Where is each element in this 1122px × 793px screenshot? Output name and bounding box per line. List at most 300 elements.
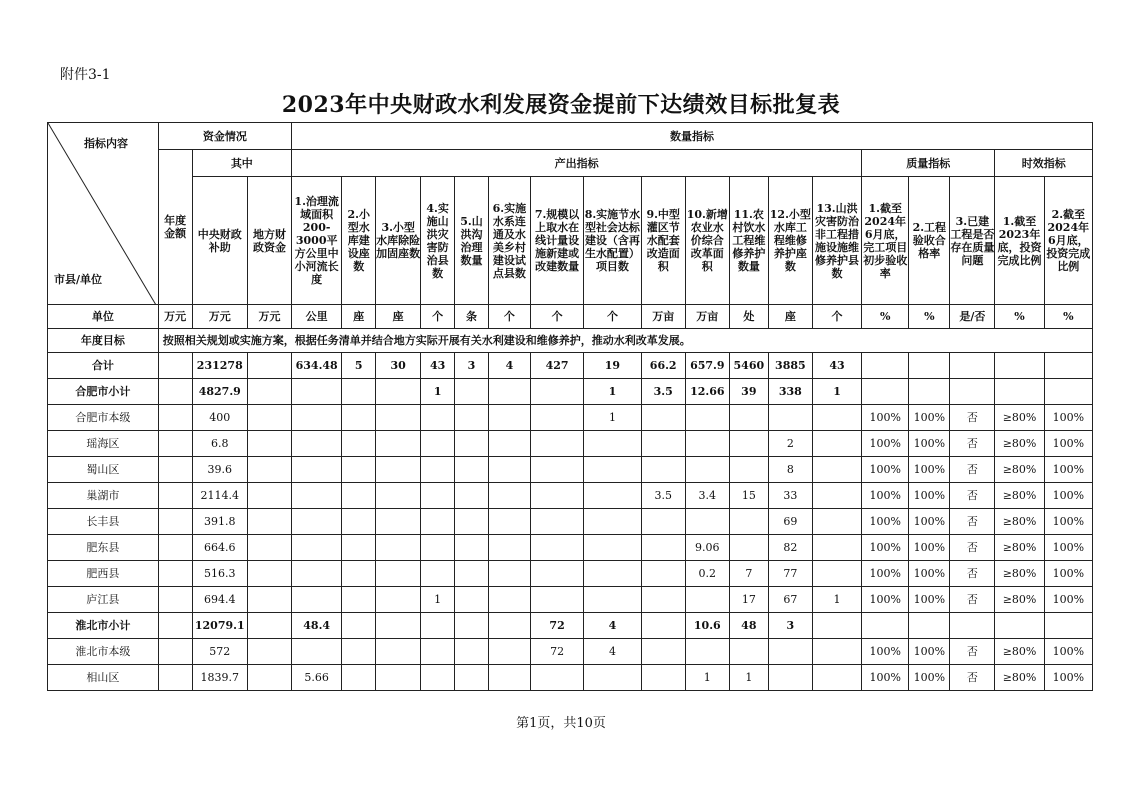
unit-cell: 万亩 [641,305,685,329]
table-cell [342,535,376,561]
unit-cell: 个 [584,305,641,329]
table-cell: 4 [488,353,530,379]
table-cell [292,587,342,613]
table-cell: 19 [584,353,641,379]
table-cell: 2114.4 [192,483,247,509]
table-cell [376,431,421,457]
table-cell: 231278 [192,353,247,379]
table-cell: 否 [950,483,995,509]
table-cell [488,665,530,691]
header-col-output-5: 5.山洪沟治理数量 [455,177,489,305]
table-cell [455,509,489,535]
unit-cell: % [995,305,1044,329]
table-cell [247,587,291,613]
row-name: 庐江县 [48,587,159,613]
header-col-output-1: 1.治理流域面积200-3000平方公里中小河流长度 [292,177,342,305]
table-cell [247,613,291,639]
table-cell: 3.4 [685,483,729,509]
table-cell [158,431,192,457]
table-cell [376,535,421,561]
table-cell: 100% [1044,457,1092,483]
table-cell [995,379,1044,405]
table-cell [685,639,729,665]
row-name: 合肥市本级 [48,405,159,431]
table-cell: 100% [862,587,909,613]
table-cell: 否 [950,457,995,483]
row-name: 蜀山区 [48,457,159,483]
table-cell: 1 [584,379,641,405]
table-cell [685,509,729,535]
table-cell: 100% [909,639,950,665]
table-cell: 100% [1044,509,1092,535]
table-cell [641,431,685,457]
table-cell [247,665,291,691]
table-cell: 否 [950,431,995,457]
table-cell: 否 [950,535,995,561]
table-cell [292,379,342,405]
table-cell: 5.66 [292,665,342,691]
table-cell: 否 [950,405,995,431]
table-cell [729,431,768,457]
table-cell: 否 [950,509,995,535]
table-cell: 72 [530,639,583,665]
table-cell [729,405,768,431]
header-col-output-9: 9.中型灌区节水配套改造面积 [641,177,685,305]
attachment-label: 附件3-1 [60,67,111,83]
table-cell: 572 [192,639,247,665]
header-col-time-2: 2.截至2024年6月底，投资完成比例 [1044,177,1092,305]
table-cell: 100% [909,457,950,483]
table-cell [247,457,291,483]
table-cell: 48 [729,613,768,639]
table-cell: 100% [909,561,950,587]
table-cell: 338 [768,379,812,405]
row-name: 淮北市本级 [48,639,159,665]
table-cell [421,483,455,509]
table-cell: 100% [909,535,950,561]
table-cell [158,665,192,691]
table-cell [158,379,192,405]
table-cell [376,639,421,665]
table-cell [292,535,342,561]
table-cell [292,457,342,483]
unit-cell: 个 [530,305,583,329]
table-cell [812,457,861,483]
table-cell [421,535,455,561]
table-cell [530,509,583,535]
row-name: 相山区 [48,665,159,691]
table-cell [685,405,729,431]
table-cell [158,535,192,561]
table-cell [768,405,812,431]
table-cell: 否 [950,561,995,587]
table-cell: 72 [530,613,583,639]
header-col-output-3: 3.小型水库除险加固座数 [376,177,421,305]
table-cell [812,535,861,561]
table-cell [455,535,489,561]
table-cell [995,353,1044,379]
table-cell [342,587,376,613]
unit-cell: 个 [421,305,455,329]
table-cell [292,431,342,457]
table-cell: 100% [1044,665,1092,691]
table-cell [685,431,729,457]
table-cell: 8 [768,457,812,483]
table-cell [376,587,421,613]
table-cell [641,457,685,483]
table-cell: 427 [530,353,583,379]
unit-cell: 条 [455,305,489,329]
table-cell: ≥80% [995,483,1044,509]
table-cell: 100% [1044,483,1092,509]
table-cell: 66.2 [641,353,685,379]
table-cell: ≥80% [995,431,1044,457]
unit-row-label: 单位 [48,305,159,329]
table-cell [455,431,489,457]
table-cell: 100% [862,509,909,535]
table-cell [376,405,421,431]
table-cell: 100% [909,405,950,431]
table-cell: 100% [909,509,950,535]
table-cell [909,613,950,639]
header-col-output-6: 6.实施水系连通及水美乡村建设试点县数 [488,177,530,305]
table-cell: ≥80% [995,457,1044,483]
table-row [48,535,1093,561]
table-cell: 1 [421,379,455,405]
table-cell: 17 [729,587,768,613]
header-col-output-2: 2.小型水库建设座数 [342,177,376,305]
table-cell [158,561,192,587]
table-cell [488,535,530,561]
table-cell: 69 [768,509,812,535]
table-cell [641,665,685,691]
goal-row-text: 按照相关规划或实施方案，根据任务清单并结合地方实际开展有关水利建设和维修养护，推动水利改革发展。 [158,329,1092,353]
table-cell: 634.48 [292,353,342,379]
table-cell: ≥80% [995,665,1044,691]
table-cell: 664.6 [192,535,247,561]
table-cell [158,509,192,535]
table-cell: 400 [192,405,247,431]
unit-cell: 个 [812,305,861,329]
table-cell [421,639,455,665]
table-cell [812,509,861,535]
table-cell [530,587,583,613]
table-cell [950,613,995,639]
header-col-output-10: 10.新增农业水价综合改革面积 [685,177,729,305]
table-cell: 否 [950,665,995,691]
header-funds: 资金情况 [158,123,291,150]
table-cell: 4827.9 [192,379,247,405]
table-cell: 1 [812,379,861,405]
table-cell [812,561,861,587]
table-cell: 516.3 [192,561,247,587]
table-cell [421,509,455,535]
table-cell [530,535,583,561]
table-cell [376,379,421,405]
table-row [48,613,1093,639]
table-cell [995,613,1044,639]
table-cell: 100% [1044,561,1092,587]
table-cell [455,561,489,587]
table-cell: 100% [1044,405,1092,431]
unit-cell: 万元 [192,305,247,329]
table-cell [342,561,376,587]
table-row [48,431,1093,457]
table-cell: 否 [950,639,995,665]
table-cell [729,509,768,535]
table-cell [641,535,685,561]
table-cell: 100% [1044,431,1092,457]
table-cell: 67 [768,587,812,613]
table-cell: 1839.7 [192,665,247,691]
table-cell [342,639,376,665]
table-cell [247,431,291,457]
table-cell: 9.06 [685,535,729,561]
header-col-quality-3: 3.已建工程是否存在质量问题 [950,177,995,305]
row-name: 合肥市小计 [48,379,159,405]
table-cell: 77 [768,561,812,587]
table-cell: 1 [584,405,641,431]
table-cell [950,379,995,405]
table-cell [376,561,421,587]
table-cell: 100% [862,431,909,457]
header-indicator-content: 指标内容 [84,137,128,150]
unit-cell: 是/否 [950,305,995,329]
table-cell [909,353,950,379]
table-cell: 100% [1044,639,1092,665]
table-cell [488,639,530,665]
header-quality: 质量指标 [862,150,995,177]
table-cell [488,405,530,431]
table-cell [950,353,995,379]
table-cell [641,587,685,613]
table-cell [530,379,583,405]
unit-cell: 万亩 [685,305,729,329]
table-row [48,457,1093,483]
table-cell: 100% [862,639,909,665]
table-cell: 3 [455,353,489,379]
table-row [48,561,1093,587]
table-cell [729,535,768,561]
table-cell [455,405,489,431]
table-cell [812,405,861,431]
table-cell [812,431,861,457]
table-cell [488,431,530,457]
header-col-quality-1: 1.截至2024年6月底，完工项目初步验收率 [862,177,909,305]
table-cell [641,509,685,535]
header-col-output-4: 4.实施山洪灾害防治县数 [421,177,455,305]
table-cell [247,379,291,405]
table-cell: 3.5 [641,483,685,509]
table-cell [584,665,641,691]
table-cell: 5460 [729,353,768,379]
table-cell [488,561,530,587]
unit-cell: 万元 [247,305,291,329]
table-row [48,587,1093,613]
table-cell [530,431,583,457]
table-cell [530,405,583,431]
table-row [48,509,1093,535]
table-cell: 1 [421,587,455,613]
table-cell [421,431,455,457]
table-cell [158,639,192,665]
table-cell: 10.6 [685,613,729,639]
table-cell [862,613,909,639]
table-cell [376,483,421,509]
table-cell [342,483,376,509]
performance-table [47,122,1093,691]
table-cell: ≥80% [995,561,1044,587]
table-cell [421,457,455,483]
table-cell [488,509,530,535]
unit-cell: 公里 [292,305,342,329]
table-cell [158,587,192,613]
table-cell [1044,379,1092,405]
table-cell [729,457,768,483]
unit-cell: % [909,305,950,329]
header-col-output-11: 11.农村饮水工程维修养护数量 [729,177,768,305]
table-cell [488,587,530,613]
table-cell [342,457,376,483]
table-cell [247,535,291,561]
table-cell: 657.9 [685,353,729,379]
table-cell [530,665,583,691]
table-cell: 3 [768,613,812,639]
table-cell: 100% [862,483,909,509]
table-cell [455,665,489,691]
table-cell: 100% [862,535,909,561]
table-cell [530,457,583,483]
table-cell [247,639,291,665]
table-cell [812,639,861,665]
table-cell [376,509,421,535]
table-cell [530,483,583,509]
table-cell: 1 [685,665,729,691]
table-cell: 100% [909,587,950,613]
header-quantity: 数量指标 [292,123,1093,150]
table-cell: 6.8 [192,431,247,457]
table-cell: 100% [862,561,909,587]
table-cell [342,665,376,691]
table-cell [729,639,768,665]
goal-row [48,329,1093,353]
table-cell [488,457,530,483]
table-cell: 33 [768,483,812,509]
table-cell: 3885 [768,353,812,379]
table-cell: 100% [1044,535,1092,561]
unit-cell: 处 [729,305,768,329]
table-cell [421,561,455,587]
table-cell [641,613,685,639]
table-cell: 43 [421,353,455,379]
table-row [48,405,1093,431]
table-cell [292,509,342,535]
table-cell: ≥80% [995,509,1044,535]
table-cell [685,587,729,613]
unit-cell: 座 [768,305,812,329]
table-cell: 7 [729,561,768,587]
page-footer: 第1页，共10页 [516,716,606,731]
table-cell [292,405,342,431]
table-cell [158,457,192,483]
header-col-quality-2: 2.工程验收合格率 [909,177,950,305]
table-cell: 15 [729,483,768,509]
table-cell [247,509,291,535]
table-cell [584,431,641,457]
table-cell: 39.6 [192,457,247,483]
header-col-central-subsidy: 中央财政补助 [192,177,247,305]
table-cell: 100% [862,457,909,483]
table-cell [455,483,489,509]
table-cell: 100% [1044,587,1092,613]
table-cell: ≥80% [995,535,1044,561]
table-cell [158,613,192,639]
table-cell [641,561,685,587]
unit-cell: % [862,305,909,329]
table-cell: 1 [812,587,861,613]
table-cell: 否 [950,587,995,613]
unit-cell: % [1044,305,1092,329]
header-col-time-1: 1.截至2023年底，投资完成比例 [995,177,1044,305]
table-cell [584,509,641,535]
row-name: 淮北市小计 [48,613,159,639]
table-cell [768,665,812,691]
header-among: 其中 [192,150,291,177]
table-cell [488,379,530,405]
table-cell [584,561,641,587]
table-cell [909,379,950,405]
table-cell [768,639,812,665]
table-cell [455,457,489,483]
table-cell [247,561,291,587]
table-cell: 12079.1 [192,613,247,639]
table-cell: 48.4 [292,613,342,639]
header-timeliness: 时效指标 [995,150,1093,177]
table-cell [455,639,489,665]
table-cell [292,561,342,587]
table-cell [247,353,291,379]
row-name: 合计 [48,353,159,379]
table-cell: 43 [812,353,861,379]
table-cell [641,639,685,665]
table-cell [812,613,861,639]
header-corner-cell [48,123,159,305]
table-cell [1044,613,1092,639]
table-cell [421,613,455,639]
table-row [48,379,1093,405]
table-cell [342,613,376,639]
table-cell [455,587,489,613]
row-name: 瑶海区 [48,431,159,457]
table-cell [247,405,291,431]
table-cell: 39 [729,379,768,405]
table-cell: 82 [768,535,812,561]
table-cell [292,639,342,665]
table-cell: 694.4 [192,587,247,613]
table-cell: 391.8 [192,509,247,535]
table-cell [342,405,376,431]
page-title: 2023年中央财政水利发展资金提前下达绩效目标批复表 [281,92,841,118]
table-cell [530,561,583,587]
table-cell [292,483,342,509]
table-cell: 1 [729,665,768,691]
table-cell: 12.66 [685,379,729,405]
table-cell [158,405,192,431]
table-cell: 3.5 [641,379,685,405]
table-cell [685,457,729,483]
table-cell [342,379,376,405]
table-row [48,483,1093,509]
